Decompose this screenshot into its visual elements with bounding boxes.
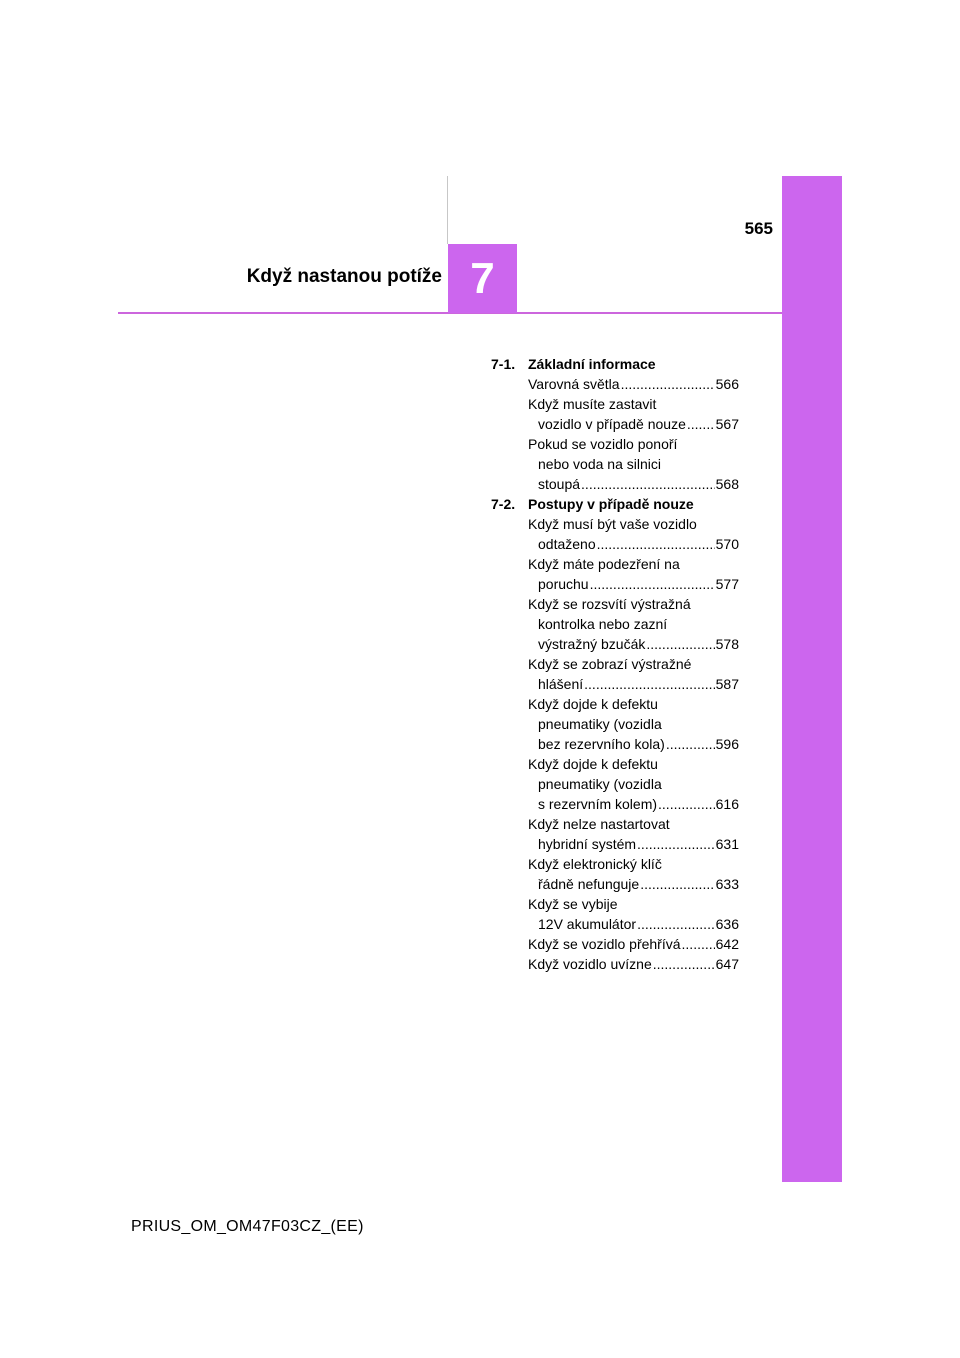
section-title: Základní informace	[528, 356, 656, 372]
section-number: 7-2.	[491, 496, 516, 512]
dot-leader	[637, 834, 715, 854]
toc-entry[interactable]	[528, 954, 739, 974]
toc-entry-page: 596	[715, 736, 739, 752]
toc-entry-text: 12V akumulátor	[538, 916, 637, 932]
toc-entry[interactable]	[528, 514, 739, 554]
toc-entry-text: hybridní systém	[538, 836, 637, 852]
toc-entry-last-line	[528, 534, 739, 554]
dot-leader	[682, 934, 715, 954]
toc-entry-page: 631	[715, 836, 739, 852]
toc-entry-text: odtaženo	[538, 536, 596, 552]
toc-entry-line: Když musí být vaše vozidlo	[528, 516, 697, 532]
toc-entry-line: Když máte podezření na	[528, 556, 680, 572]
toc-entry-page: 633	[715, 876, 739, 892]
toc-entry-line: Když se zobrazí výstražné	[528, 656, 692, 672]
toc-entry-last-line	[528, 414, 739, 434]
chapter-side-tab	[782, 176, 842, 1182]
chapter-number: 7	[470, 253, 495, 303]
section-title: Postupy v případě nouze	[528, 496, 694, 512]
toc-entry-last-line	[528, 954, 739, 974]
toc-entry-last-line	[528, 914, 739, 934]
toc-entry-last-line	[528, 834, 739, 854]
toc-entry-page: 616	[715, 796, 739, 812]
toc-entry-page: 577	[715, 576, 739, 592]
toc-entry-page: 568	[715, 476, 739, 492]
dot-leader	[653, 954, 715, 974]
toc-entry[interactable]	[528, 894, 739, 934]
toc-entry-text: výstražný bzučák	[538, 636, 646, 652]
dot-leader	[640, 874, 714, 894]
toc-entry-line: kontrolka nebo zazní	[538, 616, 668, 632]
toc-entry-last-line	[528, 734, 739, 754]
dot-leader	[687, 414, 715, 434]
toc-entry-line: Když dojde k defektu	[528, 696, 658, 712]
toc-entry-page: 587	[715, 676, 739, 692]
page-number: 565	[744, 219, 773, 238]
toc-entry[interactable]	[528, 654, 739, 694]
toc-entry-page: 578	[715, 636, 739, 652]
toc-entry[interactable]	[528, 434, 739, 494]
toc-entry-line: nebo voda na silnici	[538, 456, 661, 472]
toc-section-header	[491, 354, 739, 374]
chapter-number-box	[448, 244, 517, 313]
toc-entry[interactable]	[528, 934, 739, 954]
dot-leader	[581, 474, 715, 494]
toc-entry-last-line	[528, 374, 739, 394]
toc-entry[interactable]	[528, 854, 739, 894]
toc-entry-text: poruchu	[538, 576, 589, 592]
dot-leader	[590, 574, 715, 594]
toc-entry-page: 647	[715, 956, 739, 972]
toc-entry-text: Když vozidlo uvízne	[528, 956, 652, 972]
toc-entry-line: Pokud se vozidlo ponoří	[528, 436, 678, 452]
toc-section-header	[491, 494, 739, 514]
toc-entry-line: Když musíte zastavit	[528, 396, 657, 412]
footer-doc-code: PRIUS_OM_OM47F03CZ_(EE)	[131, 1218, 364, 1235]
toc-entry-last-line	[528, 794, 739, 814]
toc-entry-text: Když se vozidlo přehřívá	[528, 936, 681, 952]
toc-entry[interactable]	[528, 594, 739, 654]
toc-entry-text: vozidlo v případě nouze	[538, 416, 686, 432]
toc-entry-line: Když se rozsvítí výstražná	[528, 596, 691, 612]
toc-entry-text: stoupá	[538, 476, 581, 492]
toc-entry-line: Když nelze nastartovat	[528, 816, 670, 832]
section-number: 7-1.	[491, 356, 516, 372]
toc-entry-last-line	[528, 574, 739, 594]
toc-entry-text: s rezervním kolem)	[538, 796, 658, 812]
dot-leader	[666, 734, 715, 754]
toc-entry[interactable]	[528, 374, 739, 394]
dot-leader	[597, 534, 715, 554]
toc-entry-text: bez rezervního kola)	[538, 736, 665, 752]
dot-leader	[658, 794, 715, 814]
toc-entry-line: Když elektronický klíč	[528, 856, 662, 872]
toc-entry-text: Varovná světla	[528, 376, 620, 392]
toc-entry[interactable]	[528, 554, 739, 594]
dot-leader	[621, 374, 715, 394]
toc-entry-text: hlášení	[538, 676, 584, 692]
toc-entry-page: 642	[715, 936, 739, 952]
toc-entry-last-line	[528, 674, 739, 694]
toc-entry-text: řádně nefunguje	[538, 876, 640, 892]
toc-entry-last-line	[528, 934, 739, 954]
toc-entry[interactable]	[528, 394, 739, 434]
toc-entry-last-line	[528, 634, 739, 654]
dot-leader	[584, 674, 714, 694]
table-of-contents	[491, 354, 739, 974]
toc-entry[interactable]	[528, 694, 739, 754]
toc-entry-last-line	[528, 874, 739, 894]
toc-entry-page: 570	[715, 536, 739, 552]
toc-entry[interactable]	[528, 814, 739, 854]
toc-entry-page: 567	[715, 416, 739, 432]
toc-entry-page: 566	[715, 376, 739, 392]
toc-entry-page: 636	[715, 916, 739, 932]
toc-entry-last-line	[528, 474, 739, 494]
toc-entry-line: Když dojde k defektu	[528, 756, 658, 772]
toc-entry-line: pneumatiky (vozidla	[538, 776, 662, 792]
chapter-title: Když nastanou potíže	[246, 266, 442, 287]
dot-leader	[637, 914, 715, 934]
toc-entry[interactable]	[528, 754, 739, 814]
toc-entry-line: Když se vybije	[528, 896, 618, 912]
dot-leader	[646, 634, 714, 654]
header-divider-vertical	[447, 176, 448, 244]
toc-entry-line: pneumatiky (vozidla	[538, 716, 662, 732]
